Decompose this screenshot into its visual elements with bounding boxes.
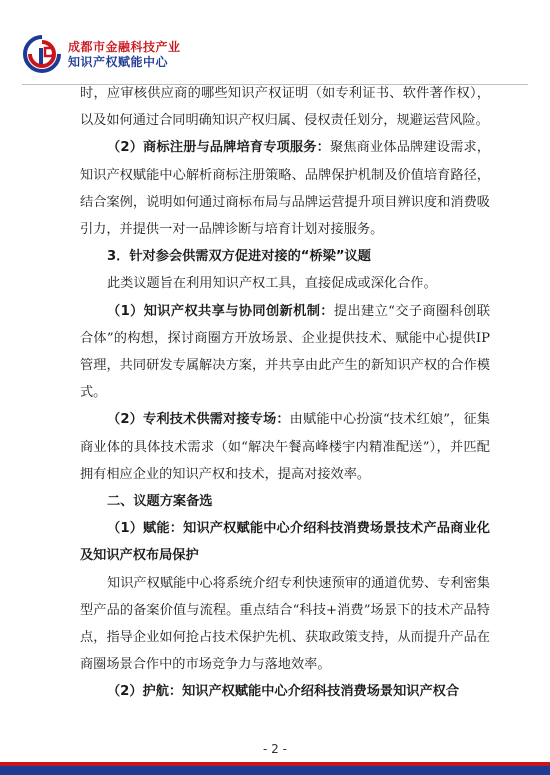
page-footer xyxy=(0,735,550,775)
paragraph-trademark xyxy=(80,134,490,243)
section-heading-3: 3．针对参会供需双方促进对接的“桥梁”议题 xyxy=(107,249,371,265)
subheading-escort: （2）护航：知识产权赋能中心介绍科技消费场景知识产权合 xyxy=(107,684,460,700)
org-name-line1: 成都市金融科技产业 xyxy=(68,40,181,54)
section-heading-2: 二、议题方案备选 xyxy=(107,494,213,510)
page-number: - 2 - xyxy=(263,742,287,756)
paragraph-patent-matching-text: 由赋能中心扮演“技术红娘”，征集商业体的具体技术需求（如“解决午餐高峰楼宇内精准配送”），并匹配拥有相应企业的知识产权和技术，提高对接效率。 xyxy=(80,412,490,482)
org-name-line2: 知识产权赋能中心 xyxy=(68,55,169,69)
page-header xyxy=(22,28,528,88)
paragraph-trademark-text: 聚焦商业体品牌建设需求，知识产权赋能中心解析商标注册策略、品牌保护机制及价值培育路径，结合案例，说明如何通过商标布局与品牌运营提升项目辨识度和消费吸引力，并提供一对一品牌诊断与培育计划对接服务。 xyxy=(80,140,490,238)
paragraph-sharing xyxy=(80,298,490,407)
footer-blue-bar xyxy=(0,766,550,775)
document-body xyxy=(80,80,490,706)
paragraph-patent-matching-title: （2）专利技术供需对接专场： xyxy=(107,412,290,428)
org-name xyxy=(68,40,181,70)
subheading-empower: （1）赋能：知识产权赋能中心介绍科技消费场景技术产品商业化及知识产权布局保护 xyxy=(80,521,490,564)
paragraph-continued: 时，应审核供应商的哪些知识产权证明（如专利证书、软件著作权），以及如何通过合同明确知识产权归属、侵权责任划分，规避运营风险。 xyxy=(80,86,490,129)
paragraph-intro: 此类议题旨在利用知识产权工具，直接促成或深化合作。 xyxy=(107,276,437,292)
ip-logo-icon xyxy=(22,34,62,74)
paragraph-sharing-text: 提出建立“交子商圈科创联合体”的构想，探讨商圈方开放场景、企业提供技术、赋能中心提供IP管理，共同研发专属解决方案，并共享由此产生的新知识产权的合作模式。 xyxy=(80,303,490,401)
paragraph-trademark-title: （2）商标注册与品牌培育专项服务： xyxy=(107,140,330,156)
paragraph-patent-matching xyxy=(80,406,490,488)
paragraph-sharing-title: （1）知识产权共享与协同创新机制： xyxy=(107,303,334,319)
paragraph-empower: 知识产权赋能中心将系统介绍专利快速预审的通道优势、专利密集型产品的备案价值与流程。重点结合“科技+消费”场景下的技术产品特点，指导企业如何抢占技术保护先机、获取政策支持，从而提升产品在商圈场景合作中的市场竞争力与落地效率。 xyxy=(80,575,490,673)
